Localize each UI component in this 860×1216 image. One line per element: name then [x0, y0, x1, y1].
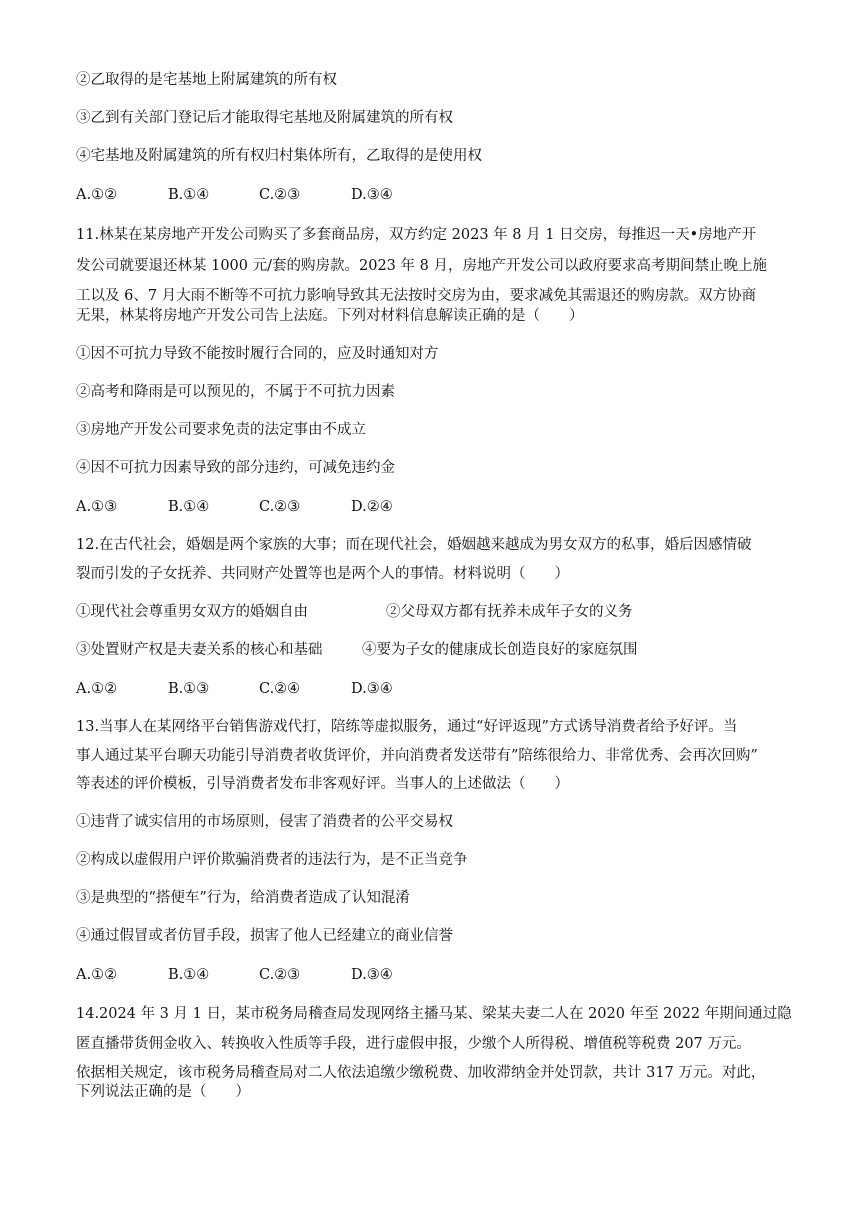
q12-stem-line-1: 12.在古代社会，婚姻是两个家族的大事；而在现代社会，婚姻越来越成为男女双方的私事，婚后因感情破: [76, 537, 752, 553]
q11-statement-2: ②高考和降雨是可以预见的，不属于不可抗力因素: [76, 384, 395, 400]
q10-statement-3: ③乙到有关部门登记后才能取得宅基地及附属建筑的所有权: [76, 110, 453, 126]
q12-statement-1: ①现代社会尊重男女双方的婚姻自由: [76, 604, 308, 620]
q12-option-b: B.①③: [168, 681, 210, 697]
q12-option-c: C.②④: [259, 681, 301, 697]
q14-stem-line-2: 匿直播带货佣金收入、转换收入性质等手段，进行虚假申报，少缴个人所得税、增值税等税费 207 万元。: [76, 1036, 751, 1052]
q13-option-a: A.①②: [76, 967, 118, 983]
q11-option-a: A.①③: [76, 499, 118, 515]
q13-statement-3: ③是典型的“搭便车”行为，给消费者造成了认知混淆: [76, 890, 410, 906]
q13-stem-line-3: 等表述的评价模板，引导消费者发布非客观好评。当事人的上述做法（ ）: [76, 776, 569, 792]
q13-statement-1: ①违背了诚实信用的市场原则，侵害了消费者的公平交易权: [76, 814, 453, 830]
q11-stem-line-2: 发公司就要退还林某 1000 元/套的购房款。2023 年 8 月，房地产开发公司以政府要求高考期间禁止晚上施: [76, 258, 767, 274]
q11-stem-line-1: 11.林某在某房地产开发公司购买了多套商品房，双方约定 2023 年 8 月 1 日交房，每推迟一天•房地产开: [76, 227, 757, 243]
q12-option-d: D.③④: [351, 681, 393, 697]
q13-option-d: D.③④: [351, 967, 393, 983]
q12-statement-2: ②父母双方都有抚养未成年子女的义务: [386, 604, 633, 620]
q11-statement-3: ③房地产开发公司要求免责的法定事由不成立: [76, 422, 366, 438]
q13-statement-4: ④通过假冒或者仿冒手段，损害了他人已经建立的商业信誉: [76, 928, 453, 944]
q11-stem-line-3: 工以及 6、7 月大雨不断等不可抗力影响导致其无法按时交房为由，要求减免其需退还的购房款。双方协商: [76, 288, 757, 304]
q13-option-c: C.②③: [259, 967, 301, 983]
q10-statement-4: ④宅基地及附属建筑的所有权归村集体所有，乙取得的是使用权: [76, 148, 482, 164]
q10-option-b: B.①④: [168, 187, 210, 203]
q11-option-c: C.②③: [259, 499, 301, 515]
q11-stem-line-4: 无果，林某将房地产开发公司告上法庭。下列对材料信息解读正确的是（ ）: [76, 308, 584, 324]
q10-option-a: A.①②: [76, 187, 118, 203]
q12-option-a: A.①②: [76, 681, 118, 697]
q14-stem-line-4: 下列说法正确的是（ ）: [76, 1084, 250, 1100]
q11-option-b: B.①④: [168, 499, 210, 515]
q11-statement-4: ④因不可抗力因素导致的部分违约，可减免违约金: [76, 460, 395, 476]
q13-statement-2: ②构成以虚假用户评价欺骗消费者的违法行为，是不正当竞争: [76, 852, 468, 868]
q11-option-d: D.②④: [351, 499, 393, 515]
q13-option-b: B.①④: [168, 967, 210, 983]
q10-option-d: D.③④: [351, 187, 393, 203]
q12-statement-4: ④要为子女的健康成长创造良好的家庭氛围: [362, 642, 638, 658]
q10-statement-2: ②乙取得的是宅基地上附属建筑的所有权: [76, 72, 337, 88]
q11-statement-1: ①因不可抗力导致不能按时履行合同的，应及时通知对方: [76, 346, 439, 362]
q13-stem-line-1: 13.当事人在某网络平台销售游戏代打，陪练等虚拟服务，通过“好评返现”方式诱导消费者给予好评。当: [76, 719, 738, 735]
q10-option-c: C.②③: [259, 187, 301, 203]
q14-stem-line-3: 依据相关规定，该市税务局稽查局对二人依法追缴少缴税费、加收滞纳金并处罚款，共计 317 万元。对此，: [76, 1065, 766, 1081]
q13-stem-line-2: 事人通过某平台聊天功能引导消费者收货评价，并向消费者发送带有”陪练很给力、非常优秀、会再次回购”: [76, 748, 758, 764]
q12-stem-line-2: 裂而引发的子女抚养、共同财产处置等也是两个人的事情。材料说明（ ）: [76, 566, 569, 582]
q14-stem-line-1: 14.2024 年 3 月 1 日，某市税务局稽查局发现网络主播马某、梁某夫妻二人在 2020 年至 2022 年期间通过隐: [76, 1006, 792, 1022]
q12-statement-3: ③处置财产权是夫妻关系的核心和基础: [76, 642, 323, 658]
